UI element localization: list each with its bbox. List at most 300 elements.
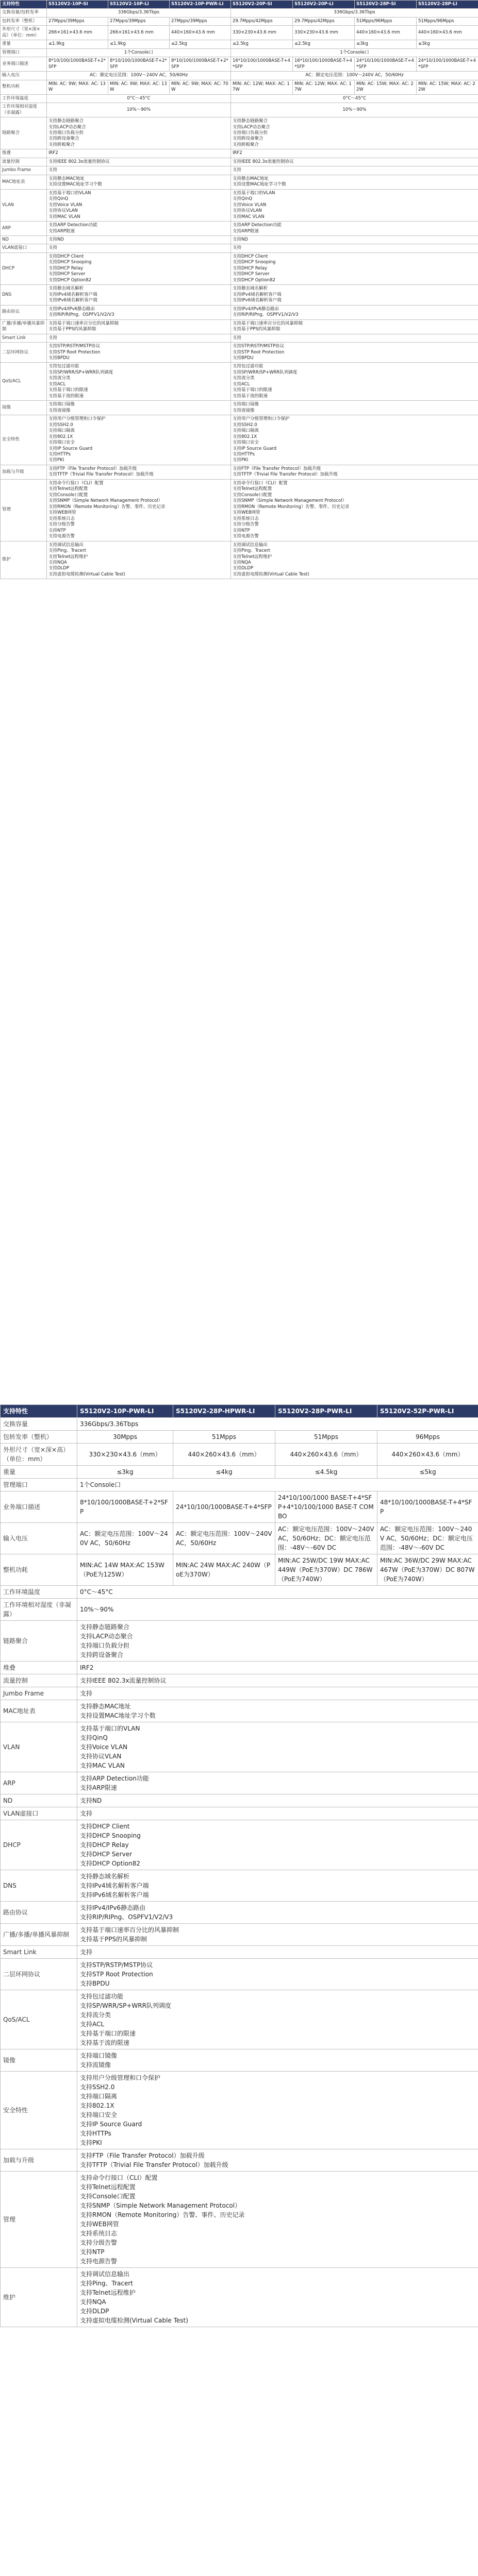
value-line: 支持Ping、Tracert <box>48 548 86 554</box>
value-line: 支持ARP Detection功能 <box>48 223 97 228</box>
value-cell: AC：额定电压范围：100V～240V AC，50/60Hz；DC：额定电压范围：-48V～-60V DC <box>275 1523 377 1554</box>
header-model-cell: S5120V2-10P-PWR-LI <box>170 1 231 9</box>
value-line: 支持DHCP Option82 <box>48 277 91 283</box>
merged-value-cell <box>77 2149 478 2172</box>
row-label: 输入电压 <box>1 1523 77 1554</box>
row-label: ARP <box>1 222 47 236</box>
value-line: 支持 <box>48 335 58 341</box>
value-cell: 51Mpps <box>275 1431 377 1444</box>
row-label: 路由协议 <box>1 1902 77 1924</box>
value-line: 支持基于PPS的风暴抑制 <box>80 1936 147 1943</box>
value-line: 支持ACL <box>80 2021 105 2028</box>
merged-value-cell <box>77 1870 478 1902</box>
value-line: 支持基于流的限速 <box>233 393 268 399</box>
value-line: 0°C～45°C <box>342 95 367 101</box>
value-line: AC：额定电压范围：100V～240V AC，50/60Hz <box>305 73 404 78</box>
value-cell: MIN: AC: 9W; MAX: AC: 70W <box>170 80 231 94</box>
spec-row <box>1 1431 478 1444</box>
spec-row <box>1 1959 478 1990</box>
header-feature-cell: 支持特性 <box>1 1 47 9</box>
value-line: 支持Console口配置 <box>233 492 272 498</box>
merged-value-cell <box>47 175 231 189</box>
spec-row <box>1 1902 478 1924</box>
spec-row <box>1 305 478 319</box>
value-line: 支持IP Source Guard <box>48 446 93 451</box>
spec-row <box>1 40 478 48</box>
row-label: 管理端口 <box>1 1479 77 1492</box>
value-line: 支持DHCP Server <box>80 1851 133 1858</box>
header-model-cell: S5120V2-20P-LI <box>293 1 355 9</box>
spec-row <box>1 1807 478 1820</box>
merged-value-cell <box>231 48 478 57</box>
spec-row <box>1 343 478 363</box>
row-label: 维护 <box>1 541 47 579</box>
value-line: 支持ARP限速 <box>80 1784 117 1791</box>
value-line: 10%～90% <box>126 107 151 112</box>
spec-row <box>1 17 478 25</box>
value-line: 支持设置MAC地址学习个数 <box>48 182 102 188</box>
value-cell: 16*10/100/1000BASE-T+4*SFP <box>293 57 355 72</box>
value-line: 支持 <box>233 335 242 341</box>
spec-row <box>1 1444 478 1466</box>
value-line: 支持流镜像 <box>80 2061 111 2069</box>
row-label: 维护 <box>1 2268 77 2327</box>
spec-row <box>1 1554 478 1586</box>
spec-row <box>1 252 478 284</box>
merged-value-cell <box>47 465 231 479</box>
value-line: IRF2 <box>233 150 242 156</box>
header-model-cell: S5120V2-10P-PWR-LI <box>77 1405 173 1418</box>
merged-value-cell <box>77 1662 478 1674</box>
merged-value-cell <box>231 415 478 465</box>
value-line: 支持Telnet远程维护 <box>233 554 272 560</box>
value-line: 支持虚拟电缆检测(Virtual Cable Test) <box>48 571 125 577</box>
value-line: 支持跨设备聚合 <box>80 1651 124 1658</box>
value-cell: ≤1.9kg <box>47 40 108 48</box>
row-label: 广播/多播/单播风暴抑制 <box>1 319 47 334</box>
merged-value-cell <box>77 1479 478 1492</box>
merged-value-cell <box>231 149 478 158</box>
value-line: IRF2 <box>80 1664 94 1671</box>
value-cell: MIN:AC 24W MAX:AC 240W（PoE为370W） <box>173 1554 275 1586</box>
value-line: 10%～90% <box>342 107 367 112</box>
merged-value-cell <box>231 222 478 236</box>
value-line: 支持TFTP（Trivial File Transfer Protocol）加载升级 <box>233 472 338 478</box>
value-line: 支持PKI <box>80 2139 102 2146</box>
row-label: 二层环网协议 <box>1 343 47 363</box>
row-label: 交换容量 <box>1 1418 77 1431</box>
header-model-cell: S5120V2-28P-SI <box>355 1 417 9</box>
value-line: 支持DHCP Server <box>233 272 270 277</box>
value-line: 支持IP Source Guard <box>233 446 277 451</box>
merged-value-cell <box>47 541 231 579</box>
merged-value-cell <box>77 2072 478 2149</box>
value-line: 支持流镜像 <box>233 408 255 413</box>
spec-row <box>1 9 478 17</box>
merged-value-cell <box>47 189 231 221</box>
row-label: 外形尺寸（宽×深×高）（单位：mm） <box>1 26 47 40</box>
row-label: QoS/ACL <box>1 363 47 401</box>
value-line: 支持基于端口的限速 <box>80 2030 136 2037</box>
value-line: 支持ACL <box>48 381 66 387</box>
value-line: 支持IPv4域名解析客户端 <box>48 292 97 297</box>
spec-row <box>1 72 478 80</box>
merged-value-cell <box>47 343 231 363</box>
value-line: 支持FTP（File Transfer Protocol）加载升级 <box>48 466 137 471</box>
row-label: 业务端口描述 <box>1 57 47 72</box>
value-line: 支持分级告警 <box>48 522 75 528</box>
value-line: 支持FTP（File Transfer Protocol）加载升级 <box>80 2152 205 2159</box>
value-line: 支持ND <box>233 237 248 242</box>
value-cell: 8*10/100/1000BASE-T+2*SFP <box>77 1492 173 1523</box>
value-cell: 8*10/100/1000BASE-T+2*SFP <box>47 57 108 72</box>
row-label: 重量 <box>1 40 47 48</box>
value-cell: 24*10/100/1000BASE-T+4*SFP <box>173 1492 275 1523</box>
value-line: 支持FTP（File Transfer Protocol）加载升级 <box>233 466 321 471</box>
value-cell: ≤3kg <box>417 40 478 48</box>
spec-row <box>1 1479 478 1492</box>
header-row <box>1 1 478 9</box>
spec-row <box>1 1586 478 1599</box>
spec-row <box>1 166 478 175</box>
merged-value-cell <box>47 166 231 175</box>
value-cell: 27Mpps/39Mpps <box>47 17 108 25</box>
value-line: 支持IEEE 802.3x流量控制协议 <box>48 159 110 164</box>
spec-row <box>1 2149 478 2172</box>
value-line: 支持PKI <box>233 457 249 463</box>
spec-row <box>1 1990 478 2049</box>
value-line: 支持Ping、Tracert <box>233 548 270 554</box>
value-line: 支持DHCP Server <box>48 272 86 277</box>
value-cell: 29.7Mpps/42Mpps <box>231 17 293 25</box>
value-line: 支持基于PPS的风暴抑制 <box>233 327 281 332</box>
value-line: 支持DHCP Client <box>233 253 268 259</box>
merged-value-cell <box>77 1794 478 1807</box>
merged-value-cell <box>47 48 231 57</box>
value-line: 支持Voice VLAN <box>48 202 83 208</box>
value-line: 支持TFTP（Trivial File Transfer Protocol）加载升级 <box>80 2161 228 2168</box>
value-line: 支持DHCP Client <box>80 1823 130 1830</box>
value-line: 支持NQA <box>48 560 67 565</box>
value-line: 支持命令行接口（CLI）配置 <box>80 2174 158 2181</box>
value-line: 支持STP Root Protection <box>48 349 101 355</box>
row-label: 工作环境温度 <box>1 1586 77 1599</box>
value-line: 1个Console口 <box>340 49 369 55</box>
row-label: ARP <box>1 1772 77 1794</box>
value-line: 支持Telnet远程维护 <box>80 2289 136 2296</box>
merged-value-cell <box>231 334 478 342</box>
value-cell: 8*10/100/1000BASE-T+2*SFP <box>108 57 170 72</box>
spec-row <box>1 244 478 252</box>
value-cell: 330×230×43.6（mm） <box>77 1444 173 1466</box>
spec-row <box>1 117 478 149</box>
row-label: ND <box>1 1794 77 1807</box>
value-line: 支持端口负载分担 <box>233 130 268 135</box>
value-cell: 96Mpps <box>377 1431 478 1444</box>
value-line: 支持用户分级管理和口令保护 <box>233 416 290 422</box>
value-line: 支持LACP动态聚合 <box>80 1633 133 1640</box>
spec-row <box>1 1599 478 1621</box>
value-line: 支持IPv4/IPv6静态路由 <box>233 306 279 312</box>
value-line: 支持IPv6域名解析客户端 <box>48 298 97 303</box>
value-line: 支持静态域名解析 <box>80 1873 130 1880</box>
value-cell: 266×161×43.6 mm <box>108 26 170 40</box>
merged-value-cell <box>47 285 231 305</box>
value-line: 支持DHCP Option82 <box>80 1860 141 1867</box>
spec-row <box>1 149 478 158</box>
value-cell: 16*10/100/1000BASE-T+4*SFP <box>231 57 293 72</box>
value-line: 支持HTTPs <box>80 2130 111 2137</box>
value-cell: 30Mpps <box>77 1431 173 1444</box>
merged-value-cell <box>231 117 478 149</box>
value-line: 支持基于端口的VLAN <box>80 1725 140 1732</box>
value-line: 支持NTP <box>80 2248 105 2256</box>
merged-value-cell <box>231 72 478 80</box>
value-line: 支持静态域名解析 <box>233 286 268 292</box>
merged-value-cell <box>231 175 478 189</box>
spec-row <box>1 158 478 166</box>
merged-value-cell <box>47 244 231 252</box>
merged-value-cell <box>231 189 478 221</box>
value-line: 支持RMON（Remote Monitoring）告警、事件、历史记录 <box>233 504 350 510</box>
spec-row <box>1 222 478 236</box>
row-label: Smart Link <box>1 334 47 342</box>
value-cell: AC：额定电压范围：100V～240V AC，50/60Hz；DC：额定电压范围：-48V～-60V DC <box>377 1523 478 1554</box>
value-cell: 24*10/100/1000 BASE-T+4*SFP+4*10/100/1000 BASE-T COMBO <box>275 1492 377 1523</box>
merged-value-cell <box>47 305 231 319</box>
row-label: Jumbo Frame <box>1 1687 77 1700</box>
value-line: 支持HTTPs <box>233 452 255 457</box>
header-model-cell: S5120V2-10P-SI <box>47 1 108 9</box>
value-line: 支持基于端口的限速 <box>48 387 88 393</box>
value-cell: 27Mpps/39Mpps <box>170 17 231 25</box>
row-label: 工作环境温度 <box>1 94 47 103</box>
value-line: 支持Telnet远程配置 <box>80 2183 136 2191</box>
value-cell: 330×230×43.6 mm <box>231 26 293 40</box>
value-line: 支持系统日志 <box>80 2230 118 2237</box>
value-line: 0°C～45°C <box>127 95 151 101</box>
row-label: 安全特性 <box>1 415 47 465</box>
merged-value-cell <box>231 103 478 117</box>
value-line: 支持IPv4/IPv6静态路由 <box>80 1904 146 1911</box>
value-line: 支持 <box>80 1690 93 1697</box>
value-line: 支持NTP <box>233 528 250 533</box>
value-line: 支持 <box>233 167 242 173</box>
spec-row <box>1 1722 478 1772</box>
spec-row <box>1 48 478 57</box>
merged-value-cell <box>47 319 231 334</box>
merged-value-cell <box>47 415 231 465</box>
value-line: 支持RMON（Remote Monitoring）告警、事件、历史记录 <box>80 2211 245 2218</box>
row-label: DNS <box>1 285 47 305</box>
value-cell: MIN:AC 36W/DC 29W MAX:AC 467W（PoE为370W）DC 807W（PoE为740W） <box>377 1554 478 1586</box>
row-label: 广播/多播/单播风暴抑制 <box>1 1924 77 1946</box>
header-model-cell: S5120V2-28P-HPWR-LI <box>173 1405 275 1418</box>
row-label: 镜像 <box>1 2049 77 2072</box>
value-line: 支持包过滤功能 <box>80 1993 124 2000</box>
spec-row <box>1 1700 478 1722</box>
value-line: 支持HTTPs <box>48 452 71 457</box>
spec-row <box>1 363 478 401</box>
value-line: 支持SP/WRR/SP+WRR队列调度 <box>48 369 113 375</box>
merged-value-cell <box>77 1924 478 1946</box>
value-line: 支持RIP/RIPng、OSPFV1/V2/V3 <box>80 1913 173 1921</box>
value-line: 支持端口镜像 <box>80 2052 118 2059</box>
merged-value-cell <box>47 149 231 158</box>
value-line: 支持DHCP Relay <box>48 265 84 271</box>
table-separator <box>0 1397 478 1402</box>
value-line: 支持基于端口的VLAN <box>48 190 91 196</box>
merged-value-cell <box>47 363 231 401</box>
row-label: 外形尺寸（宽×深×高）（单位：mm） <box>1 1444 77 1466</box>
value-line: 支持RIP/RIPng、OSPFV1/V2/V3 <box>48 312 114 318</box>
value-line: 支持端口隔离 <box>80 2093 118 2100</box>
merged-value-cell <box>77 1700 478 1722</box>
spec-row <box>1 236 478 244</box>
value-line: 支持SSH2.0 <box>80 2083 115 2091</box>
row-label: 路由协议 <box>1 305 47 319</box>
merged-value-cell <box>47 479 231 541</box>
header-row <box>1 1405 478 1418</box>
value-line: 支持STP/RSTP/MSTP协议 <box>48 344 101 349</box>
merged-value-cell <box>77 1599 478 1621</box>
value-line: 支持基于端口的限速 <box>233 387 272 393</box>
row-label: 工作环境相对湿度（非凝露） <box>1 103 47 117</box>
value-cell: 440×260×43.6（mm） <box>275 1444 377 1466</box>
value-line: 支持SSH2.0 <box>233 422 257 428</box>
row-label: 包转发率（整机） <box>1 17 47 25</box>
header-model-cell: S5120V2-28P-PWR-LI <box>275 1405 377 1418</box>
value-line: 支持设置MAC地址学习个数 <box>80 1712 156 1719</box>
value-line: 支持IP Source Guard <box>80 2121 142 2128</box>
value-cell: 24*10/100/1000BASE-T+4*SFP <box>417 57 478 72</box>
spec-row <box>1 189 478 221</box>
value-line: 支持端口隔离 <box>48 428 75 434</box>
value-line: 支持基于端口速率百分比的风暴抑制 <box>233 320 303 326</box>
merged-value-cell <box>77 1674 478 1687</box>
value-cell: ≤5kg <box>377 1466 478 1479</box>
value-line: 支持跨设备聚合 <box>233 136 263 142</box>
spec-row <box>1 285 478 305</box>
merged-value-cell <box>77 2172 478 2268</box>
value-cell: 266×161×43.6 mm <box>47 26 108 40</box>
value-line: 支持端口负载分担 <box>48 130 84 135</box>
spec-row <box>1 1870 478 1902</box>
value-line: 支持IPv6域名解析客户端 <box>233 298 282 303</box>
value-line: 支持SNMP（Simple Network Management Protocol） <box>80 2202 241 2209</box>
value-line: 支持DLDP <box>233 566 253 571</box>
value-line: 支持Telnet远程配置 <box>233 486 272 492</box>
value-line: 支持用户分级管理和口令保护 <box>80 2074 161 2081</box>
value-line: 支持基于流的限速 <box>48 393 84 399</box>
value-line: 支持DLDP <box>80 2308 109 2315</box>
value-line: 支持NQA <box>233 560 251 565</box>
value-line: 支持SP/WRR/SP+WRR队列调度 <box>233 369 298 375</box>
value-line: 支持协议VLAN <box>48 208 78 214</box>
value-line: 支持ARP Detection功能 <box>80 1775 149 1782</box>
value-line: 支持静态域名解析 <box>48 286 84 292</box>
value-line: 1个Console口 <box>124 49 154 55</box>
value-line: 支持协议VLAN <box>80 1753 122 1760</box>
spec-row <box>1 1466 478 1479</box>
merged-value-cell <box>231 285 478 305</box>
value-line: 支持802.1X <box>48 434 73 439</box>
row-label: 重量 <box>1 1466 77 1479</box>
value-line: 支持SSH2.0 <box>48 422 73 428</box>
merged-value-cell <box>77 1820 478 1870</box>
value-cell: 440×160×43.6 mm <box>355 26 417 40</box>
value-cell: MIN: AC: 9W; MAX: AC: 13W <box>47 80 108 94</box>
value-cell: AC：额定电压范围：100V～240V AC，50/60Hz <box>173 1523 275 1554</box>
merged-value-cell <box>77 1902 478 1924</box>
value-line: 支持ARP限速 <box>233 228 259 234</box>
value-line: 支持DHCP Client <box>48 253 84 259</box>
value-line: 支持设置MAC地址学习个数 <box>233 182 286 188</box>
spec-row <box>1 2268 478 2327</box>
merged-value-cell <box>231 401 478 415</box>
value-line: 支持LACP动态聚合 <box>233 124 270 130</box>
value-cell: ≤4kg <box>173 1466 275 1479</box>
value-line: 支持静态MAC地址 <box>48 176 85 181</box>
value-line: 支持STP/RSTP/MSTP协议 <box>80 1961 153 1969</box>
value-cell: MIN: AC: 15W; MAX: AC: 22W <box>417 80 478 94</box>
value-cell: 51Mpps/96Mpps <box>417 17 478 25</box>
value-line: 支持基于端口速率百分比的风暴抑制 <box>80 1926 179 1934</box>
value-line: 支持静态链路聚合 <box>80 1623 130 1631</box>
row-label: 二层环网协议 <box>1 1959 77 1990</box>
value-line: 支持SNMP（Simple Network Management Protocol） <box>48 498 163 504</box>
value-line: 10%～90% <box>80 1606 114 1613</box>
value-line: 支持分级告警 <box>233 522 259 528</box>
merged-value-cell <box>231 363 478 401</box>
value-line: 支持命令行接口（CLI）配置 <box>48 480 104 486</box>
value-line: 支持ND <box>48 237 64 242</box>
merged-value-cell <box>77 1586 478 1599</box>
value-line: 支持跨设备聚合 <box>48 136 79 142</box>
value-cell: 330×230×43.6 mm <box>293 26 355 40</box>
row-label: 业务端口描述 <box>1 1492 77 1523</box>
value-line: 336Gbps/3.36Tbps <box>334 10 375 15</box>
value-line: 支持基于流的限速 <box>80 2039 130 2046</box>
value-line: 支持 <box>233 245 242 251</box>
row-label: 管理 <box>1 479 47 541</box>
row-label: 管理端口 <box>1 48 47 57</box>
value-line: 支持IPv4域名解析客户端 <box>80 1882 149 1889</box>
value-line: 支持分级告警 <box>80 2239 118 2246</box>
value-cell: MIN: AC: 12W; MAX: AC: 17W <box>231 80 293 94</box>
spec-row <box>1 175 478 189</box>
value-line: 支持MAC VLAN <box>233 214 265 219</box>
spec-row <box>1 2049 478 2072</box>
merged-value-cell <box>231 158 478 166</box>
spec-row <box>1 1946 478 1959</box>
merged-value-cell <box>47 236 231 244</box>
value-line: 支持端口安全 <box>233 440 259 446</box>
value-line: 支持WEB网管 <box>233 510 260 516</box>
value-line: 支持基于端口的VLAN <box>233 190 275 196</box>
value-line: 支持流分类 <box>48 376 71 381</box>
row-label: QoS/ACL <box>1 1990 77 2049</box>
row-label: 包转发率（整机） <box>1 1431 77 1444</box>
merged-value-cell <box>47 94 231 103</box>
value-line: 支持静态链路聚合 <box>233 118 268 124</box>
value-line: 支持WEB网管 <box>80 2221 119 2228</box>
value-line: 支持802.1X <box>80 2102 114 2109</box>
merged-value-cell <box>77 1990 478 2049</box>
value-cell: 8*10/100/1000BASE-T+2*SFP <box>170 57 231 72</box>
spec-row <box>1 1687 478 1700</box>
header-model-cell: S5120V2-52P-PWR-LI <box>377 1405 478 1418</box>
